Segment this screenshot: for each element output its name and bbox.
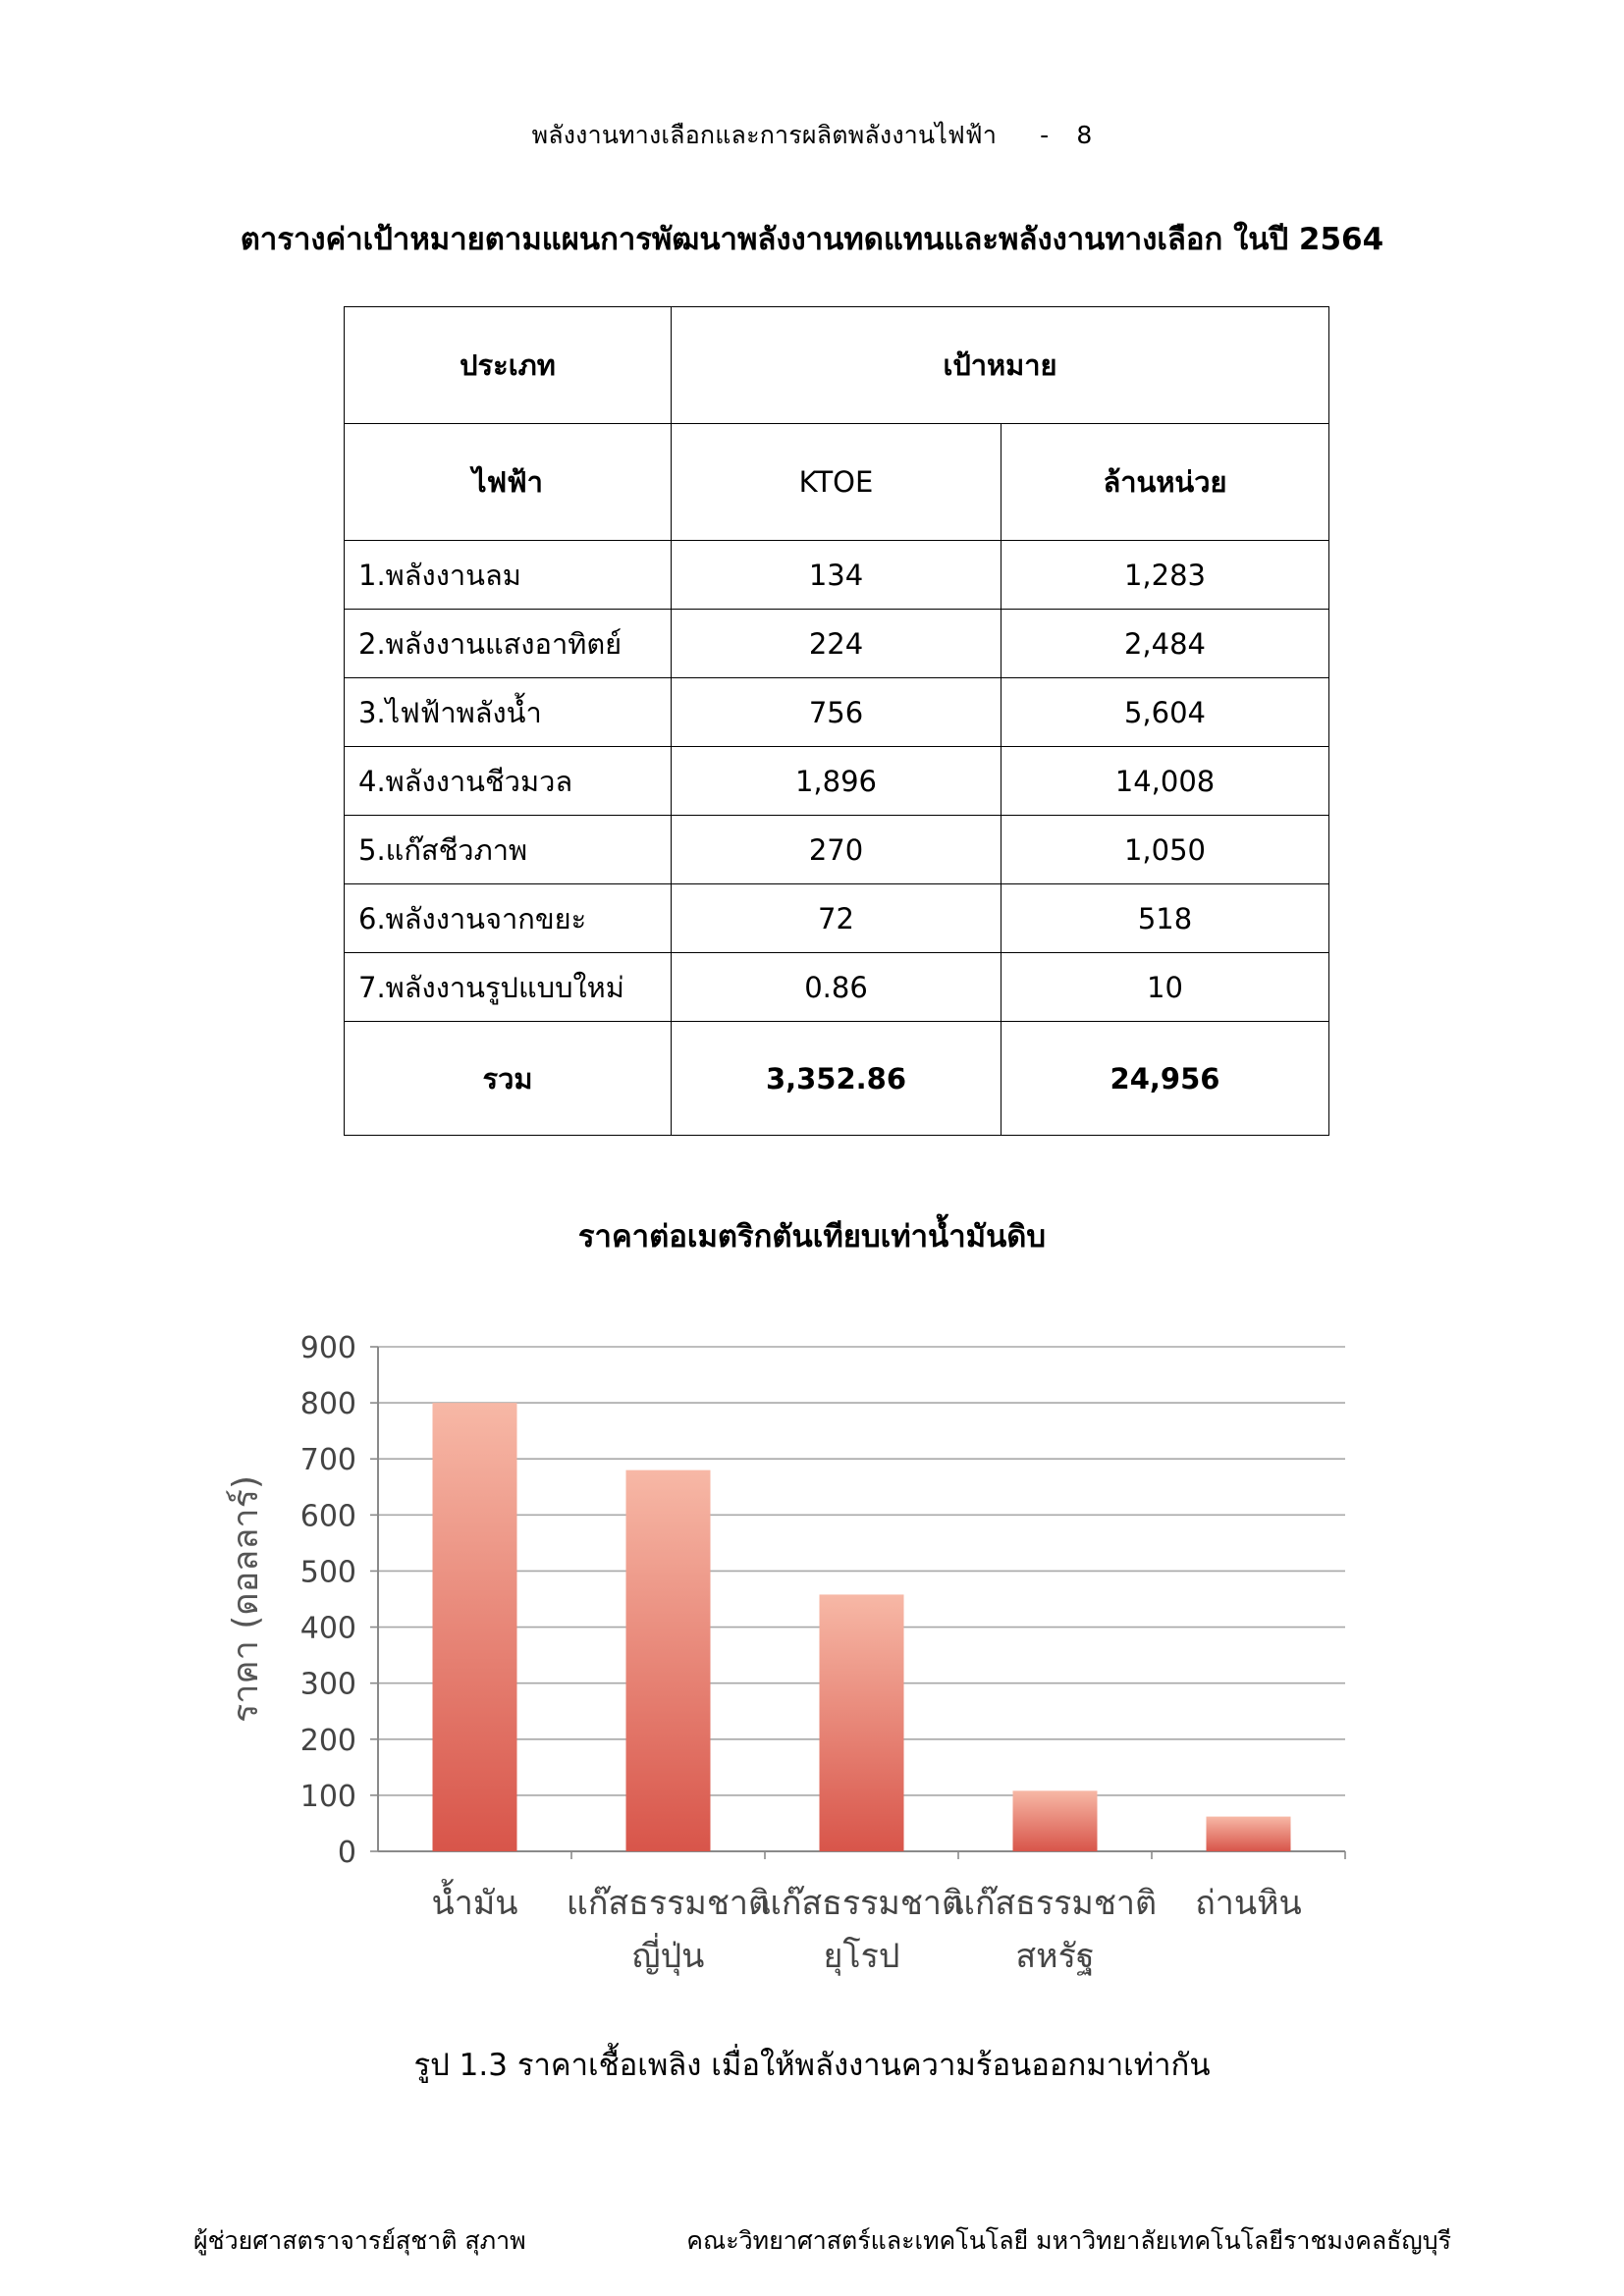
y-tick-label: 200 bbox=[299, 1723, 356, 1758]
table-row bbox=[345, 953, 1329, 1022]
row-type: 5.แก๊สชีวภาพ bbox=[345, 816, 672, 884]
y-tick-label: 500 bbox=[299, 1555, 356, 1590]
header-target: เป้าหมาย bbox=[672, 307, 1329, 424]
row-ktoe: 0.86 bbox=[672, 953, 1001, 1022]
table-title: ตารางค่าเป้าหมายตามแผนการพัฒนาพลังงานทดแทนและพลังงานทางเลือก ในปี 2564 bbox=[240, 222, 1384, 257]
table-row bbox=[345, 816, 1329, 884]
row-type: 4.พลังงานชีวมวล bbox=[345, 747, 672, 816]
table-subheader-row bbox=[345, 424, 1329, 541]
y-tick-label: 600 bbox=[299, 1499, 356, 1534]
table-row bbox=[345, 610, 1329, 678]
bar bbox=[626, 1470, 711, 1851]
table-row bbox=[345, 884, 1329, 953]
subheader-ktoe: KTOE bbox=[672, 424, 1001, 541]
figure-caption: รูป 1.3 ราคาเชื้อเพลิง เมื่อให้พลังงานความร้อนออกมาเท่ากัน bbox=[413, 2048, 1211, 2083]
page-header-title: พลังงานทางเลือกและการผลิตพลังงานไฟฟ้า bbox=[531, 121, 998, 149]
row-ktoe: 224 bbox=[672, 610, 1001, 678]
y-tick-label: 0 bbox=[337, 1836, 356, 1870]
row-units: 5,604 bbox=[1001, 678, 1329, 747]
total-label: รวม bbox=[345, 1022, 672, 1136]
footer-author: ผู้ช่วยศาสตราจารย์สุชาติ สุภาพ bbox=[193, 2226, 526, 2255]
table-total-row bbox=[345, 1022, 1329, 1136]
row-ktoe: 72 bbox=[672, 884, 1001, 953]
target-table bbox=[344, 306, 1329, 1136]
row-type: 7.พลังงานรูปแบบใหม่ bbox=[345, 953, 672, 1022]
bar bbox=[820, 1594, 904, 1851]
x-category-label: แก๊สธรรมชาติ bbox=[759, 1884, 964, 1923]
bar-chart bbox=[196, 1306, 1473, 2012]
y-tick-label: 300 bbox=[299, 1667, 356, 1702]
row-units: 1,050 bbox=[1001, 816, 1329, 884]
table-row bbox=[345, 747, 1329, 816]
table-row bbox=[345, 541, 1329, 610]
y-tick-label: 700 bbox=[299, 1443, 356, 1478]
y-tick-label: 900 bbox=[299, 1331, 356, 1365]
y-tick-label: 800 bbox=[299, 1387, 356, 1422]
x-category-label: สหรัฐ bbox=[1015, 1937, 1095, 1976]
row-type: 3.ไฟฟ้าพลังน้ำ bbox=[345, 678, 672, 747]
row-ktoe: 1,896 bbox=[672, 747, 1001, 816]
chart-title: ราคาต่อเมตริกตันเทียบเท่าน้ำมันดิบ bbox=[577, 1219, 1047, 1255]
row-type: 2.พลังงานแสงอาทิตย์ bbox=[345, 610, 672, 678]
row-type: 1.พลังงานลม bbox=[345, 541, 672, 610]
subheader-electricity: ไฟฟ้า bbox=[345, 424, 672, 541]
x-category-label: น้ำมัน bbox=[431, 1884, 518, 1923]
page-header-separator: - bbox=[1040, 121, 1050, 149]
row-units: 14,008 bbox=[1001, 747, 1329, 816]
bar bbox=[1207, 1817, 1291, 1851]
row-units: 1,283 bbox=[1001, 541, 1329, 610]
row-ktoe: 756 bbox=[672, 678, 1001, 747]
row-ktoe: 270 bbox=[672, 816, 1001, 884]
x-category-label: แก๊สธรรมชาติ bbox=[566, 1884, 771, 1923]
bar bbox=[433, 1403, 517, 1851]
page-header bbox=[0, 116, 1624, 155]
total-units: 24,956 bbox=[1001, 1022, 1329, 1136]
y-tick-label: 400 bbox=[299, 1611, 356, 1646]
y-axis-title: ราคา (ดอลลาร์) bbox=[226, 1474, 266, 1724]
row-units: 2,484 bbox=[1001, 610, 1329, 678]
page-number: 8 bbox=[1076, 121, 1093, 149]
header-type: ประเภท bbox=[345, 307, 672, 424]
y-tick-label: 100 bbox=[299, 1779, 356, 1814]
x-category-label: ยุโรป bbox=[823, 1937, 900, 1976]
table-header-row bbox=[345, 307, 1329, 424]
table-row bbox=[345, 678, 1329, 747]
x-category-label: แก๊สธรรมชาติ bbox=[952, 1884, 1158, 1923]
footer-institution: คณะวิทยาศาสตร์และเทคโนโลยี มหาวิทยาลัยเทคโนโลยีราชมงคลธัญบุรี bbox=[686, 2226, 1451, 2255]
row-units: 518 bbox=[1001, 884, 1329, 953]
subheader-units: ล้านหน่วย bbox=[1001, 424, 1329, 541]
row-units: 10 bbox=[1001, 953, 1329, 1022]
total-ktoe: 3,352.86 bbox=[672, 1022, 1001, 1136]
x-category-label: ญี่ปุ่น bbox=[631, 1937, 705, 1976]
row-ktoe: 134 bbox=[672, 541, 1001, 610]
row-type: 6.พลังงานจากขยะ bbox=[345, 884, 672, 953]
bar bbox=[1013, 1790, 1098, 1851]
x-category-label: ถ่านหิน bbox=[1195, 1884, 1302, 1923]
